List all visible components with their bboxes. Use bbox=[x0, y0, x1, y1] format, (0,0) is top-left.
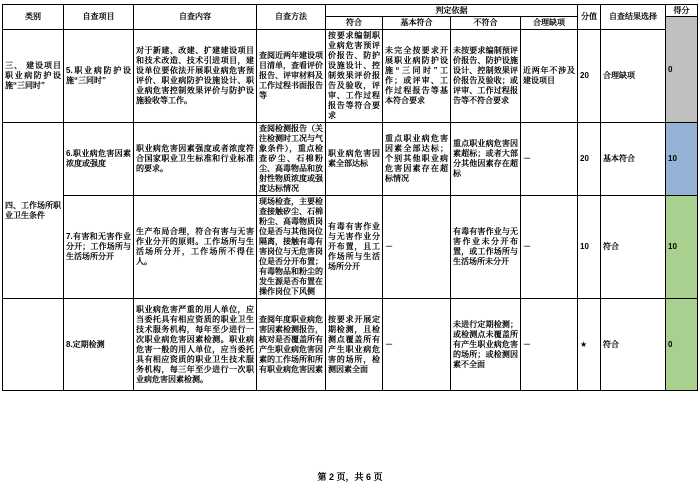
cell-basic-conform-8: － bbox=[383, 299, 451, 391]
cell-nonconform-6: 重点职业病危害因素超标；或者大部分其他因素存在超标 bbox=[451, 123, 521, 196]
cell-score-row1: 0 bbox=[666, 17, 698, 123]
header-conform: 符合 bbox=[326, 17, 383, 30]
header-content: 自查内容 bbox=[134, 5, 257, 30]
cell-score-value-8: ★ bbox=[578, 299, 601, 391]
header-result-select: 自查结果选择 bbox=[601, 5, 666, 30]
cell-nonconform-5: 未按要求编制预评价报告、防护设施设计、控制效果评价报告及验收；或评审、工作过程报告等不符合要求 bbox=[451, 30, 521, 123]
cell-method-8: 查阅年度职业病危害因素检测报告，核对是否覆盖所有产生职业病危害因素的工作场所和所有职业病危害因素 bbox=[257, 299, 326, 391]
cell-reasonable-missing-8: － bbox=[521, 299, 578, 391]
cell-conform-7: 有毒有害作业与无害作业分开布置，且工作场所与生活场所分开 bbox=[326, 196, 383, 299]
self-inspection-table bbox=[2, 4, 698, 391]
cell-content-6: 职业病危害因素强度或者浓度符合国家职业卫生标准和行业标准的要求。 bbox=[134, 123, 257, 196]
header-category: 类别 bbox=[3, 5, 64, 30]
cell-conform-8: 按要求开展定期检测，且检测点覆盖所有产生职业病危害的场所，检测因素全面 bbox=[326, 299, 383, 391]
cell-result-select-5[interactable]: 合理缺项 bbox=[601, 30, 666, 123]
cell-conform-6: 职业病危害因素全部达标 bbox=[326, 123, 383, 196]
page-footer: 第 2 页，共 6 页 bbox=[317, 472, 383, 482]
cell-result-select-8[interactable]: 符合 bbox=[601, 299, 666, 391]
cell-score-6: 10 bbox=[666, 123, 698, 196]
cell-item-6: 6.职业病危害因素浓度或强度 bbox=[64, 123, 134, 196]
cell-category-4: 四、工作场所职业卫生条件 bbox=[3, 123, 64, 299]
cell-category-3: 三、 建设项目职业病防护设施“三同时” bbox=[3, 30, 64, 123]
table-row-item7 bbox=[3, 196, 698, 299]
header-method: 自查方法 bbox=[257, 5, 326, 30]
cell-reasonable-missing-5: 近两年不涉及建设项目 bbox=[521, 30, 578, 123]
cell-nonconform-7: 有毒有害作业与无害作业未分开布置，或工作场所与生活场所未分开 bbox=[451, 196, 521, 299]
cell-method-6: 查阅检测报告（关注检测时工况与气象条件），重点检查矽尘、石棉粉尘、高毒物品和放射性物质浓度或强度达标情况 bbox=[257, 123, 326, 196]
header-reasonable-missing: 合理缺项 bbox=[521, 17, 578, 30]
cell-content-8: 职业病危害严重的用人单位，应当委托具有相应资质的职业卫生技术服务机构，每年至少进行一次职业病危害因素检测。职业病危害一般的用人单位，应当委托具有相应资质的职业卫生技术服务机构，每三年至少进行一次职业病危害因素检测。 bbox=[134, 299, 257, 391]
cell-method-5: 查阅近两年建设项目清单，查看评价报告、评审材料及工作过程书面报告等 bbox=[257, 30, 326, 123]
cell-reasonable-missing-6: － bbox=[521, 123, 578, 196]
header-nonconform: 不符合 bbox=[451, 17, 521, 30]
cell-item-5: 5.职业病防护设施“三同时” bbox=[64, 30, 134, 123]
cell-score-value-5: 20 bbox=[578, 30, 601, 123]
cell-item-7: 7.有害和无害作业分开；工作场所与生活场所分开 bbox=[64, 196, 134, 299]
header-score-value: 分值 bbox=[578, 5, 601, 30]
cell-score-value-7: 10 bbox=[578, 196, 601, 299]
cell-conform-5: 按要求编制职业病危害预评价报告、防护设施设计、控制效果评价报告及验收，评审、工作过程报告等符合要求 bbox=[326, 30, 383, 123]
table-row-item8 bbox=[3, 299, 698, 391]
header-score: 得分 bbox=[666, 5, 698, 17]
cell-category-empty bbox=[3, 299, 64, 391]
header-item: 自查项目 bbox=[64, 5, 134, 30]
cell-score-8: 0 bbox=[666, 299, 698, 391]
cell-content-7: 生产布局合理，符合有害与无害作业分开的原则。工作场所与生活场所分开，工作场所不得住人。 bbox=[134, 196, 257, 299]
header-basic-conform: 基本符合 bbox=[383, 17, 451, 30]
cell-basic-conform-6: 重点职业病危害因素全部达标；个别其他职业病危害因素存在超标情况 bbox=[383, 123, 451, 196]
cell-reasonable-missing-7: － bbox=[521, 196, 578, 299]
cell-item-8: 8.定期检测 bbox=[64, 299, 134, 391]
cell-score-value-6: 20 bbox=[578, 123, 601, 196]
header-judgment: 判定依据 bbox=[326, 5, 578, 17]
cell-score-7: 10 bbox=[666, 196, 698, 299]
cell-basic-conform-7: － bbox=[383, 196, 451, 299]
cell-result-select-7[interactable]: 符合 bbox=[601, 196, 666, 299]
table-header-row-1 bbox=[3, 5, 698, 17]
cell-nonconform-8: 未进行定期检测；或检测点未覆盖所有产生职业病危害的场所；或检测因素不全面 bbox=[451, 299, 521, 391]
table-row-item6 bbox=[3, 123, 698, 196]
cell-method-7: 现场检查，主要检查接触矽尘、石棉粉尘、高毒物质岗位是否与其他岗位隔离，接触有毒有害岗位与无危害岗位是否分开布置；有毒物品和粉尘的发生源是否布置在操作岗位下风侧 bbox=[257, 196, 326, 299]
cell-basic-conform-5: 未完全按要求开展职业病防护设施“三同时”工作；或评审、工作过程报告等基本符合要求 bbox=[383, 30, 451, 123]
cell-result-select-6[interactable]: 基本符合 bbox=[601, 123, 666, 196]
table-row-item5 bbox=[3, 30, 698, 123]
cell-content-5: 对于新建、改建、扩建建设项目和技术改造、技术引进项目，建设单位要依法开展职业病危害预评价、职业病防护设施设计、职业病危害控制效果评价与防护设施验收等工作。 bbox=[134, 30, 257, 123]
